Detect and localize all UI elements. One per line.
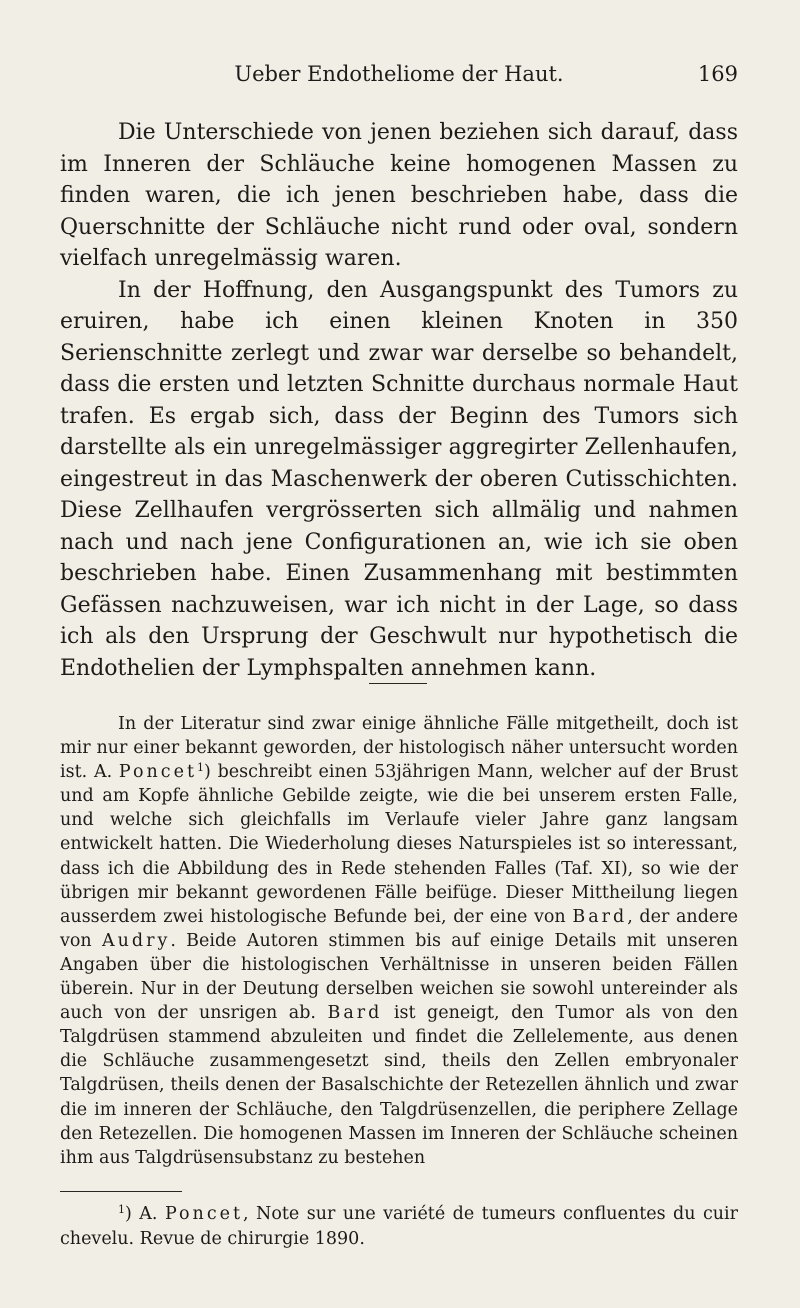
footnote-reference[interactable]: 1 bbox=[196, 761, 204, 775]
author-poncet: Poncet bbox=[118, 762, 197, 783]
page-number: 169 bbox=[697, 62, 738, 86]
note-text-part-4: . Beide Autoren stimmen bis auf einige Details mit unseren Angaben über die histologischen Verhältnisse in unseren beiden Fällen überein. Nur in der Deutung derselben weichen sie sowohl untereinder als auch von der unsrigen ab. bbox=[60, 930, 739, 1024]
paragraph-2: In der Hoffnung, den Ausgangspunkt des Tumors zu eruiren, habe ich einen kleinen Knoten in 350 Serienschnitte zerlegt und zwar war derselbe so behandelt, dass die ersten und letzten Schnitte durchaus normale Haut trafen. Es ergab sich, dass der Beginn des Tumors sich darstellte als ein unregelmässiger aggregirter Zellenhaufen, eingestreut in das Maschenwerk der oberen Cutisschichten. Diese Zellhaufen vergrösserten sich allmälig und nahmen nach und nach jene Configurationen an, wie ich sie oben beschrieben habe. Einen Zusammenhang mit bestimmten Gefässen nachzuweisen, war ich nicht in der Lage, so dass ich als den Ursprung der Geschwult nur hypothetisch die Endothelien der Lymphspalten annehmen kann. bbox=[60, 277, 738, 681]
section-divider bbox=[369, 683, 427, 684]
note-paragraph bbox=[60, 712, 738, 1170]
footnote-author: Poncet bbox=[164, 1204, 244, 1224]
note-text-part-3: , der andere von bbox=[60, 906, 738, 951]
running-title: Ueber Endotheliome der Haut. bbox=[234, 62, 564, 86]
literature-note bbox=[60, 712, 738, 1170]
author-bard: Bard bbox=[572, 906, 628, 927]
running-head bbox=[60, 62, 738, 92]
author-audry: Audry bbox=[101, 930, 171, 951]
note-text-part-2: ) beschreibt einen 53jährigen Mann, welcher auf der Brust und am Kopfe ähnliche Gebilde zeigte, wie die bei unserem ersten Falle, und welche sich gleichfalls im Verlaufe vieler Jahre ganz langsam entwickelt hatten. Die Wiederholung dieses Naturspieles ist so interessant, dass ich die Abbildung des in Rede stehenden Falles (Taf. XI), so wie der übrigen mir bekannt gewordenen Fälle beifüge. Dieser Mittheilung liegen ausserdem zwei histologische Befunde bei, der eine von bbox=[60, 762, 738, 927]
main-text bbox=[60, 117, 738, 684]
footnote-mark: 1 bbox=[118, 1203, 125, 1216]
footnote-prefix: ) A. bbox=[125, 1204, 165, 1224]
footnote-paragraph bbox=[60, 1202, 738, 1252]
paragraph-1: Die Unterschiede von jenen beziehen sich darauf, dass im Inneren der Schläuche keine homogenen Massen zu finden waren, die ich jenen beschrieben habe, dass die Querschnitte der Schläuche nicht rund oder oval, sondern vielfach unregelmässig waren. bbox=[60, 120, 738, 271]
note-text-part-1: In der Literatur sind zwar einige ähnliche Fälle mitgetheilt, doch ist mir nur einer bekannt geworden, der histologisch näher untersucht worden ist. A. bbox=[60, 714, 738, 783]
footnote-text: , Note sur une variété de tumeurs confluentes du cuir chevelu. Revue de chirurgie 1890. bbox=[60, 1204, 738, 1249]
footnote bbox=[60, 1202, 738, 1252]
footnote-rule bbox=[60, 1191, 182, 1192]
author-bard-2: Bard bbox=[327, 1003, 383, 1024]
note-text-part-5: ist geneigt, den Tumor als von den Talgdrüsen stammend abzuleiten und findet die Zellelemente, aus denen die Schläuche zusammengesetzt sind, theils den Zellen embryonaler Talgdrüsen, theils denen der Basalschichte der Retezellen ähnlich und zwar die im inneren der Schläuche, den Talgdrüsenzellen, die periphere Zellage den Retezellen. Die homogenen Massen im Inneren der Schläuche scheinen ihm aus Talgdrüsensubstanz zu bestehen bbox=[60, 1003, 738, 1168]
